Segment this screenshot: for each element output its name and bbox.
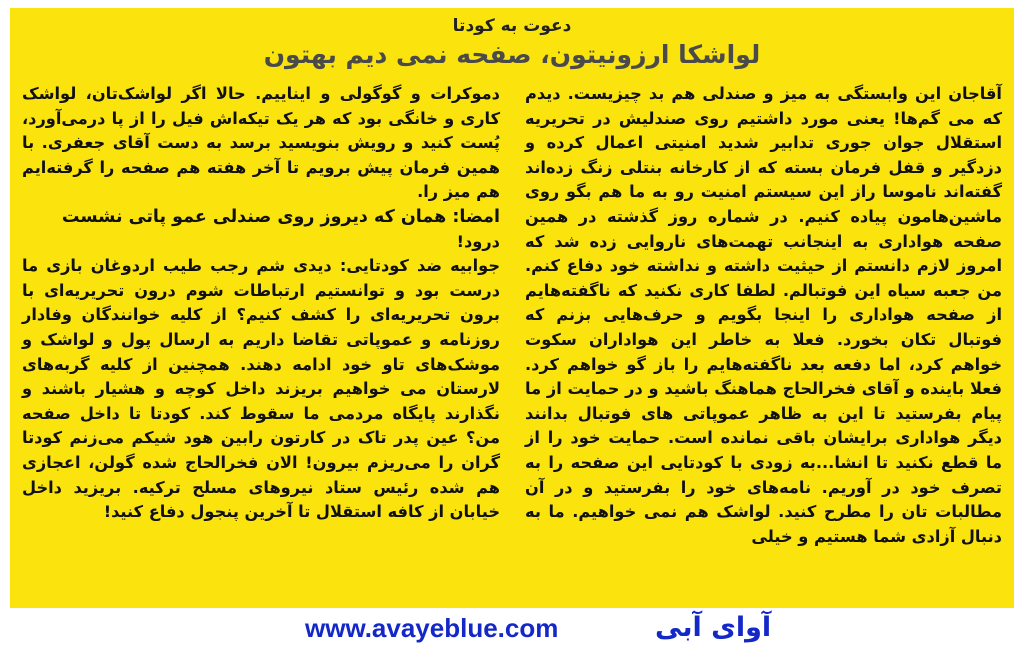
article-kicker: دعوت به کودتا [452,16,572,36]
article-right-column [525,82,1002,549]
footer-brand: آوای آبی [655,612,772,643]
article-panel [10,8,1014,608]
right-column-text: آقاجان این وابستگی به میز و صندلی هم بد چیزیست. دیدم که می گم‌ها! یعنی مورد داشتیم روی صندلیش در تحریریه استقلال جوان جوری تدابیر شدید امنیتی اعمال کرده و دزدگیر و قفل فرمان بسته که از کارخانه بنتلی زنگ زده‌اند گفته‌اند ناموسا راز این سیستم امنیت رو به ما هم بگو روی ماشین‌هامون پیاده کنیم. در شماره روز گذشته در همین صفحه هواداری به اینجانب تهمت‌های ناروایی زده شد که امروز لازم دانستم از حیثیت داشته و نداشته خود دفاع کنم. من جعبه سیاه این فوتبالم. لطفا کاری نکنید که ناگفته‌هایم از صفحه هواداری را اینجا بگویم و حرف‌هایی بزنم که فوتبال تکان بخورد. فعلا به خاطر این هواداران سکوت خواهم کرد، اما دفعه بعد ناگفته‌هایم را باز گو خواهم کرد. فعلا باینده و آقای فخرالحاج هماهنگ باشید و در حمایت از ما پیام بفرستید تا این به ظاهر عموپاتی های فوتبال بدانند دیگر هواداری برایشان باقی نمانده است. حمایت خود را از ما قطع نکنید تا انشا...به زودی با کودتایی این صفحه را به تصرف خود در آوریم. نامه‌های خود را بفرستید و در آن مطالبات تان را مطرح کنید. لواشک هم نمی خواهیم. ما به دنبال آزادی شما هستیم و خیلی [525,84,1002,546]
reply-paragraph [22,254,500,525]
article-headline: لواشکا ارزونیتون، صفحه نمی دیم بهتون [263,40,761,69]
article-left-column [22,82,500,525]
footer-url: www.avayeblue.com [305,613,559,643]
reply-body: : دیدی شم رجب طیب اردوغان بازی ما درست بود و توانستیم ارتباطات شوم درون تحریریه‌ای با برون تحریریه‌ای را کشف کنیم؟ از کلیه خوانندگان وفادار روزنامه و عموپاتی تقاضا داریم به ارسال پول و لواشک و موشک‌های تاو خود ادامه دهند. همچنین از کلیه گربه‌های لارستان می خواهیم بریزند داخل کوچه و هشیار باشند و نگذارند پایگاه مردمی ما سقوط کند. کودتا تا داخل صفحه من؟ عین پدر تاک در کارتون رابین هود شیکم می‌زنم کودتا گران را می‌ریزم بیرون! الان فخرالحاج شده گولن، اعجازی هم شده رئیس ستاد نیروهای مسلح ترکیه. بریزید داخل خیابان از کافه استقلال تا آخرین پنجول دفاع کنید! [22,256,500,522]
signature-line: امضا: همان که دیروز روی صندلی عمو پاتی نشست [61,206,500,227]
reply-title: جوابیه ضد کودتایی [346,256,500,276]
left-column-intro: دموکرات و گوگولی و ایناییم. حالا اگر لواشک‌تان، لواشک کاری و خانگی بود که هر یک تیکه‌اش فیل را از پا درمی‌آورد، پُست کنید و رویش بنویسید برسد به دست آقای جعفری. با همین فرمان پیش برویم تا آخر هفته هم صفحه را گرفته‌ایم هم میز را. [22,84,500,202]
greeting-line: درود! [456,231,500,251]
